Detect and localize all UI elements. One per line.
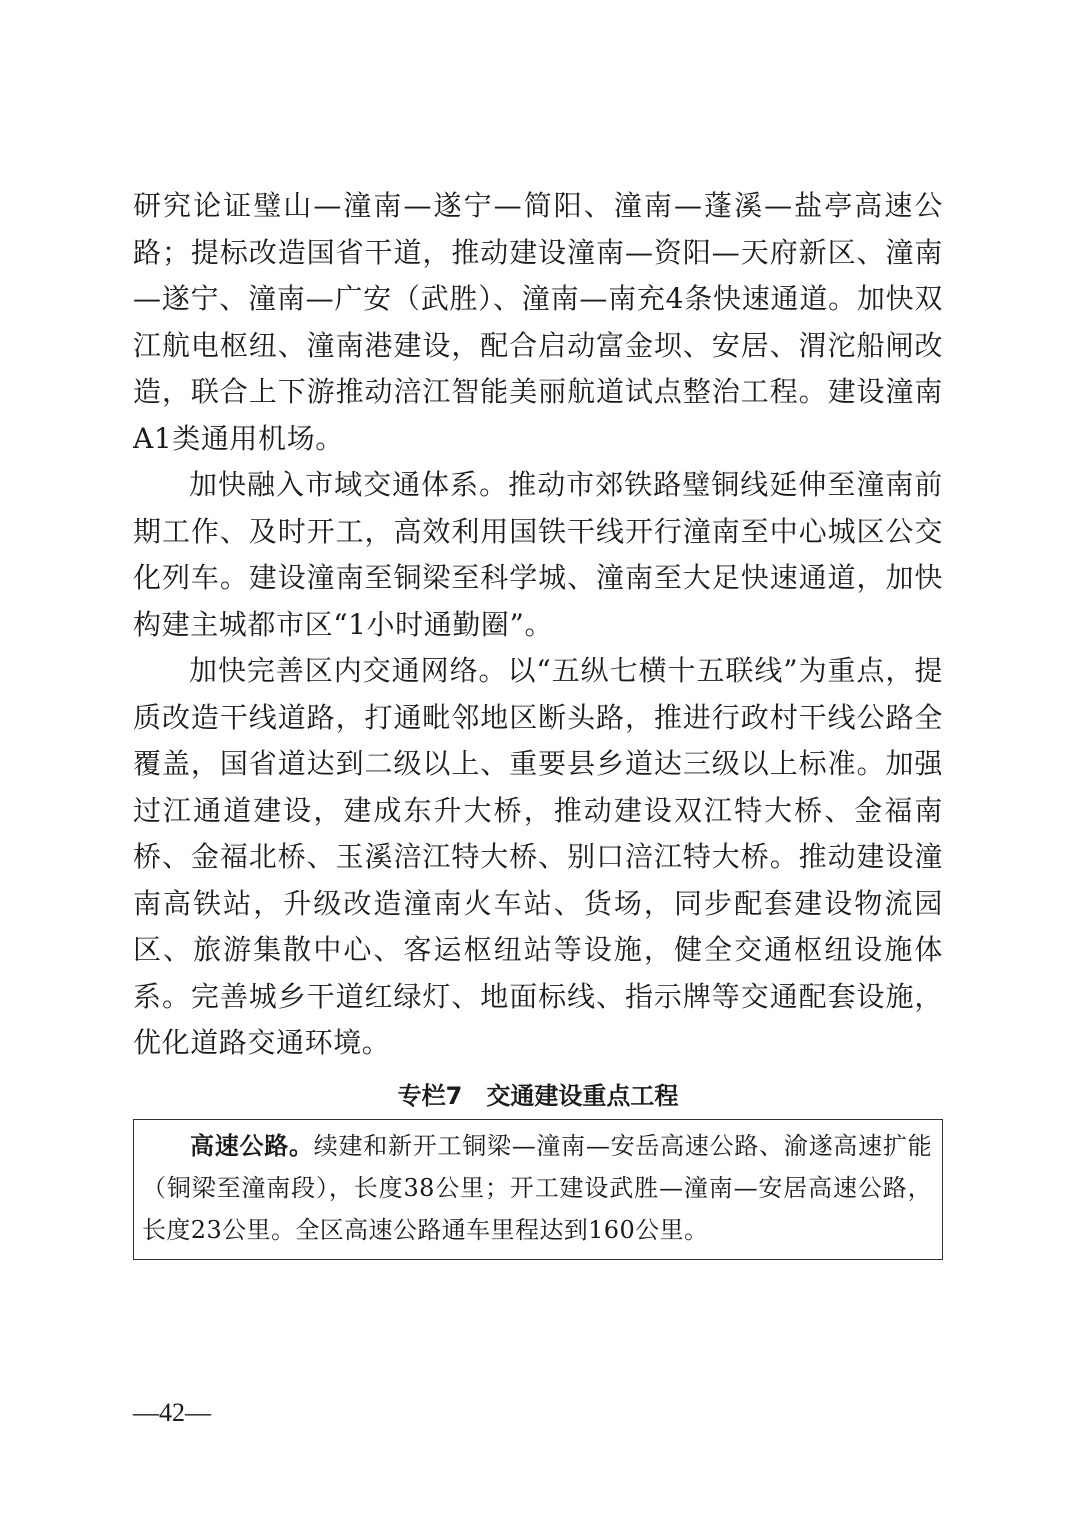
box-lead: 高速公路。 bbox=[190, 1131, 314, 1160]
box-body-text: 续建和新开工铜梁—潼南—安岳高速公路、渝遂高速扩能（铜梁至潼南段），长度38公里；开工建设武胜—潼南—安居高速公路，长度23公里。全区高速公路通车里程达到160公里。 bbox=[142, 1131, 933, 1244]
box-content bbox=[142, 1125, 932, 1251]
page-number: —42— bbox=[133, 1398, 211, 1427]
paragraph-municipal-transport: 加快融入市域交通体系。推动市郊铁路璧铜线延伸至潼南前期工作、及时开工，高效利用国铁干线开行潼南至中心城区公交化列车。建设潼南至铜梁至科学城、潼南至大足快速通道，加快构建主城都市区“1小时通勤圈”。 bbox=[133, 468, 943, 641]
box-label: 专栏7 bbox=[397, 1081, 463, 1110]
box-title: 交通建设重点工程 bbox=[486, 1081, 679, 1110]
box-heading bbox=[133, 1079, 943, 1113]
key-projects-box bbox=[133, 1119, 943, 1260]
document-body bbox=[133, 183, 943, 1260]
paragraph-district-network: 加快完善区内交通网络。以“五纵七横十五联线”为重点，提质改造干线道路，打通毗邻地区断头路，推进行政村干线公路全覆盖，国省道达到二级以上、重要县乡道达三级以上标准。加强过江通道建设，建成东升大桥，推动建设双江特大桥、金福南桥、金福北桥、玉溪涪江特大桥、别口涪江特大桥。推动建设潼南高铁站，升级改造潼南火车站、货场，同步配套建设物流园区、旅游集散中心、客运枢纽站等设施，健全交通枢纽设施体系。完善城乡干道红绿灯、地面标线、指示牌等交通配套设施，优化道路交通环境。 bbox=[133, 654, 943, 1059]
paragraph-highway-research: 研究论证璧山—潼南—遂宁—简阳、潼南—蓬溪—盐亭高速公路；提标改造国省干道，推动建设潼南—资阳—天府新区、潼南—遂宁、潼南—广安（武胜）、潼南—南充4条快速通道。加快双江航电枢纽、潼南港建设，配合启动富金坝、安居、渭沱船闸改造，联合上下游推动涪江智能美丽航道试点整治工程。建设潼南A1类通用机场。 bbox=[133, 189, 943, 455]
